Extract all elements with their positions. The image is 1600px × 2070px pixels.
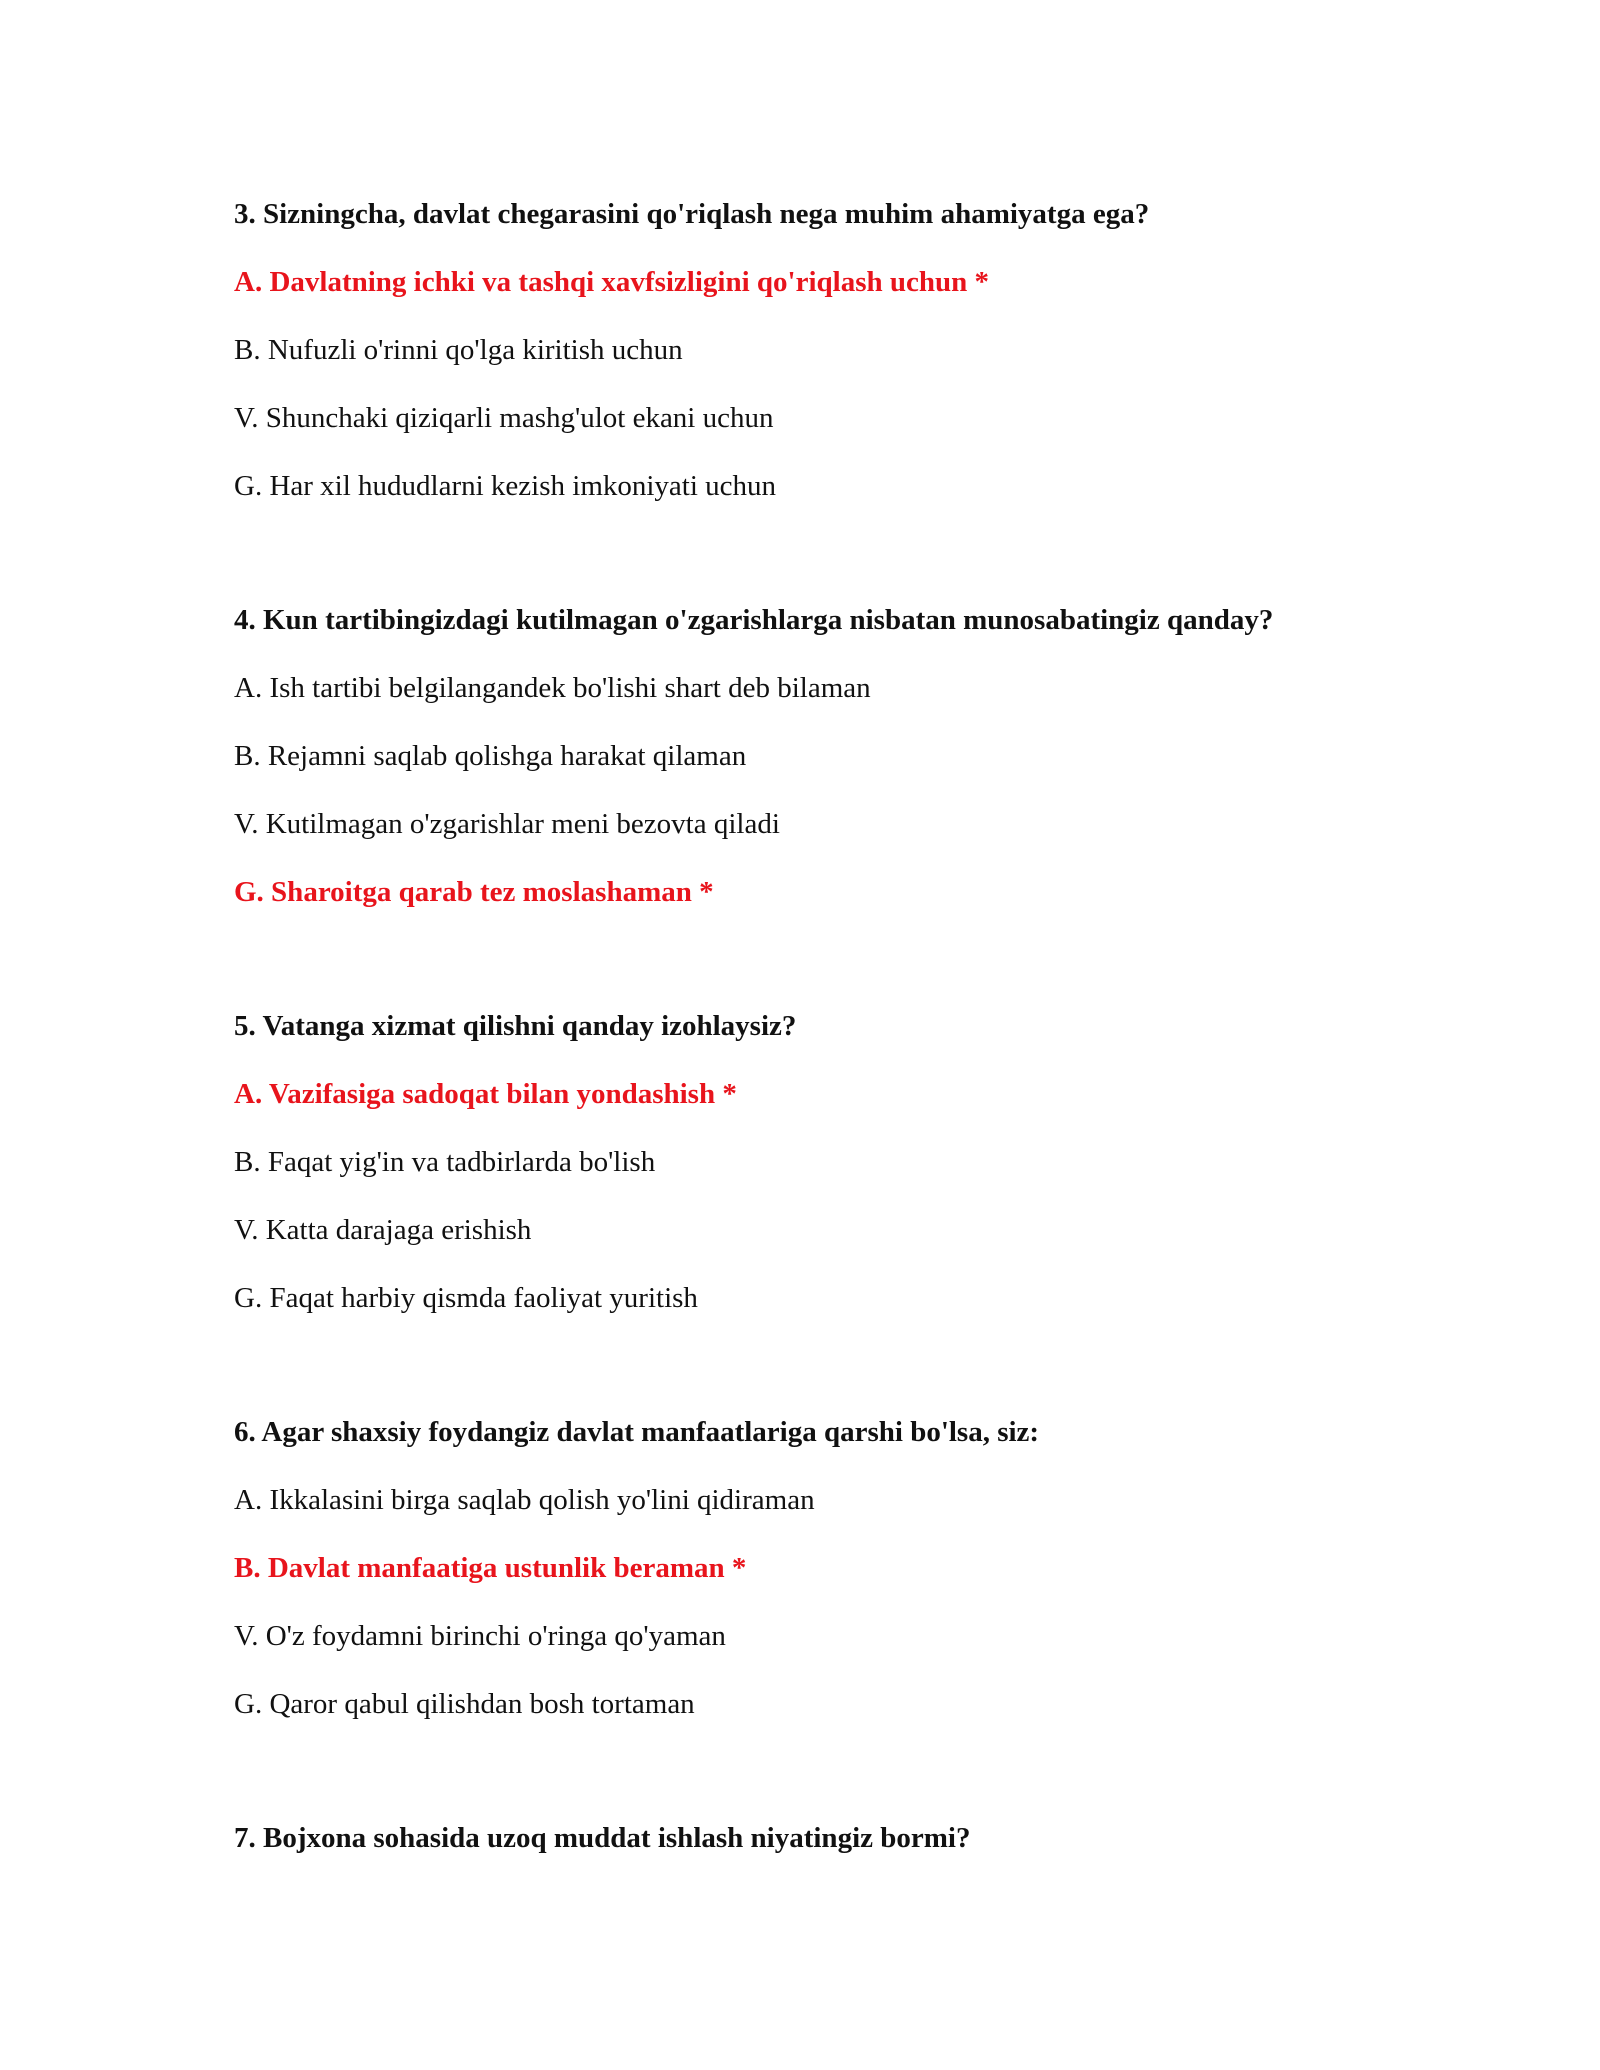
question-spacer	[234, 520, 1434, 586]
answer-option-v: V. Kutilmagan o'zgarishlar meni bezovta qiladi	[234, 808, 780, 840]
answer-option-a: A. Davlatning ichki va tashqi xavfsizligini qo'riqlash uchun *	[234, 266, 989, 298]
answer-option-g: G. Sharoitga qarab tez moslashaman *	[234, 876, 714, 908]
answer-option-b: B. Faqat yig'in va tadbirlarda bo'lish	[234, 1146, 656, 1178]
question-spacer	[234, 926, 1434, 992]
answer-option-b: B. Davlat manfaatiga ustunlik beraman *	[234, 1552, 747, 1584]
question-title: 3. Sizningcha, davlat chegarasini qo'riqlash nega muhim ahamiyatga ega?	[234, 198, 1150, 230]
answer-option-v: V. O'z foydamni birinchi o'ringa qo'yaman	[234, 1620, 726, 1652]
question-title: 4. Kun tartibingizdagi kutilmagan o'zgarishlarga nisbatan munosabatingiz qanday?	[234, 604, 1274, 636]
document-page	[234, 180, 1434, 1872]
answer-option-a: A. Ish tartibi belgilangandek bo'lishi shart deb bilaman	[234, 672, 871, 704]
answer-option-v: V. Shunchaki qiziqarli mashg'ulot ekani uchun	[234, 402, 774, 434]
answer-option-a: A. Vazifasiga sadoqat bilan yondashish *	[234, 1078, 737, 1110]
question-spacer	[234, 1738, 1434, 1804]
question-title: 7. Bojxona sohasida uzoq muddat ishlash niyatingiz bormi?	[234, 1822, 971, 1854]
answer-option-g: G. Har xil hududlarni kezish imkoniyati uchun	[234, 470, 777, 502]
question-title: 6. Agar shaxsiy foydangiz davlat manfaatlariga qarshi bo'lsa, siz:	[234, 1416, 1040, 1448]
answer-option-b: B. Nufuzli o'rinni qo'lga kiritish uchun	[234, 334, 683, 366]
answer-option-g: G. Qaror qabul qilishdan bosh tortaman	[234, 1688, 695, 1720]
question-4	[234, 586, 1434, 992]
question-spacer	[234, 1332, 1434, 1398]
answer-option-v: V. Katta darajaga erishish	[234, 1214, 532, 1246]
answer-option-g: G. Faqat harbiy qismda faoliyat yuritish	[234, 1282, 698, 1314]
question-6	[234, 1398, 1434, 1804]
question-title: 5. Vatanga xizmat qilishni qanday izohlaysiz?	[234, 1010, 797, 1042]
answer-option-a: A. Ikkalasini birga saqlab qolish yo'lini qidiraman	[234, 1484, 815, 1516]
question-7	[234, 1804, 1434, 1872]
question-5	[234, 992, 1434, 1398]
answer-option-b: B. Rejamni saqlab qolishga harakat qilaman	[234, 740, 747, 772]
question-3	[234, 180, 1434, 586]
